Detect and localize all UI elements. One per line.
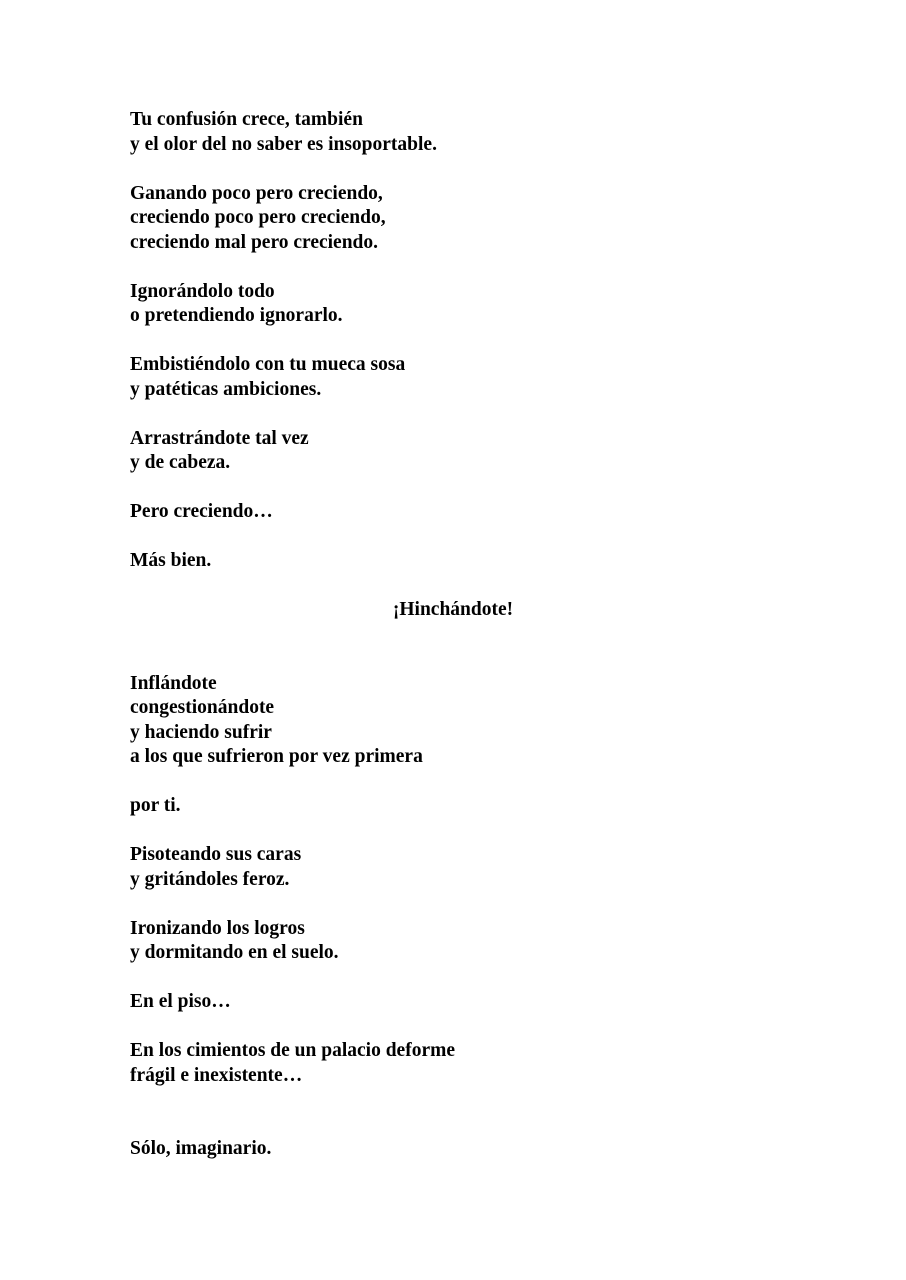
stanza-break	[130, 255, 776, 280]
stanza-break	[130, 892, 776, 917]
poem-line: y patéticas ambiciones.	[130, 378, 322, 400]
poem-line: Pero creciendo…	[130, 501, 273, 522]
poem-line: o pretendiendo ignorarlo.	[130, 305, 343, 326]
stanza-6	[130, 500, 776, 525]
stanza-break	[130, 623, 776, 648]
stanza-break	[130, 157, 776, 182]
stanza-14	[130, 1039, 776, 1088]
poem-line: y de cabeza.	[130, 452, 231, 473]
stanza-15	[130, 1137, 776, 1162]
poem-line: Sólo, imaginario.	[130, 1138, 272, 1159]
stanza-break	[130, 1015, 776, 1040]
poem-line: Pisoteando sus caras	[130, 844, 302, 865]
poem-line: a los que sufrieron por vez primera	[130, 746, 423, 767]
poem-line: y dormitando en el suelo.	[130, 942, 339, 963]
centered-exclamation: ¡Hinchándote!	[392, 599, 514, 620]
stanza-break	[130, 574, 776, 599]
stanza-7	[130, 549, 776, 574]
poem-line: Ignorándolo todo	[130, 280, 275, 302]
stanza-12	[130, 917, 776, 966]
stanza-break	[130, 647, 776, 672]
poem-line: y haciendo sufrir	[130, 721, 272, 743]
poem-line: Ganando poco pero creciendo,	[130, 182, 383, 204]
stanza-break	[130, 966, 776, 991]
stanza-11	[130, 843, 776, 892]
poem-line: Inflándote	[130, 672, 217, 694]
poem-line: y gritándoles feroz.	[130, 868, 290, 890]
stanza-break	[130, 1113, 776, 1138]
stanza-break	[130, 819, 776, 844]
stanza-1	[130, 108, 776, 157]
poem-line: Más bien.	[130, 550, 212, 571]
stanza-break	[130, 525, 776, 550]
stanza-break	[130, 1088, 776, 1113]
stanza-9	[130, 672, 776, 770]
stanza-break	[130, 402, 776, 427]
poem-line: creciendo poco pero creciendo,	[130, 207, 386, 228]
poem-line: y el olor del no saber es insoportable.	[130, 133, 437, 155]
stanza-break	[130, 476, 776, 501]
poem-line: Ironizando los logros	[130, 917, 305, 939]
stanza-5	[130, 427, 776, 476]
poem-line: En el piso…	[130, 991, 231, 1012]
stanza-3	[130, 280, 776, 329]
poem-line: Embistiéndolo con tu mueca sosa	[130, 354, 406, 375]
stanza-8-centered-heading	[130, 598, 776, 623]
stanza-2	[130, 182, 776, 256]
poem-line: congestionándote	[130, 697, 275, 718]
stanza-4	[130, 353, 776, 402]
poem-line: Arrastrándote tal vez	[130, 427, 309, 449]
stanza-break	[130, 329, 776, 354]
stanza-13	[130, 990, 776, 1015]
poem-line: Tu confusión crece, también	[130, 109, 363, 130]
stanza-10	[130, 794, 776, 819]
poem-body	[130, 108, 776, 1162]
poem-line: creciendo mal pero creciendo.	[130, 231, 379, 253]
poem-line: En los cimientos de un palacio deforme	[130, 1040, 455, 1061]
stanza-break	[130, 770, 776, 795]
poem-line: por ti.	[130, 795, 181, 816]
poem-line: frágil e inexistente…	[130, 1064, 303, 1086]
